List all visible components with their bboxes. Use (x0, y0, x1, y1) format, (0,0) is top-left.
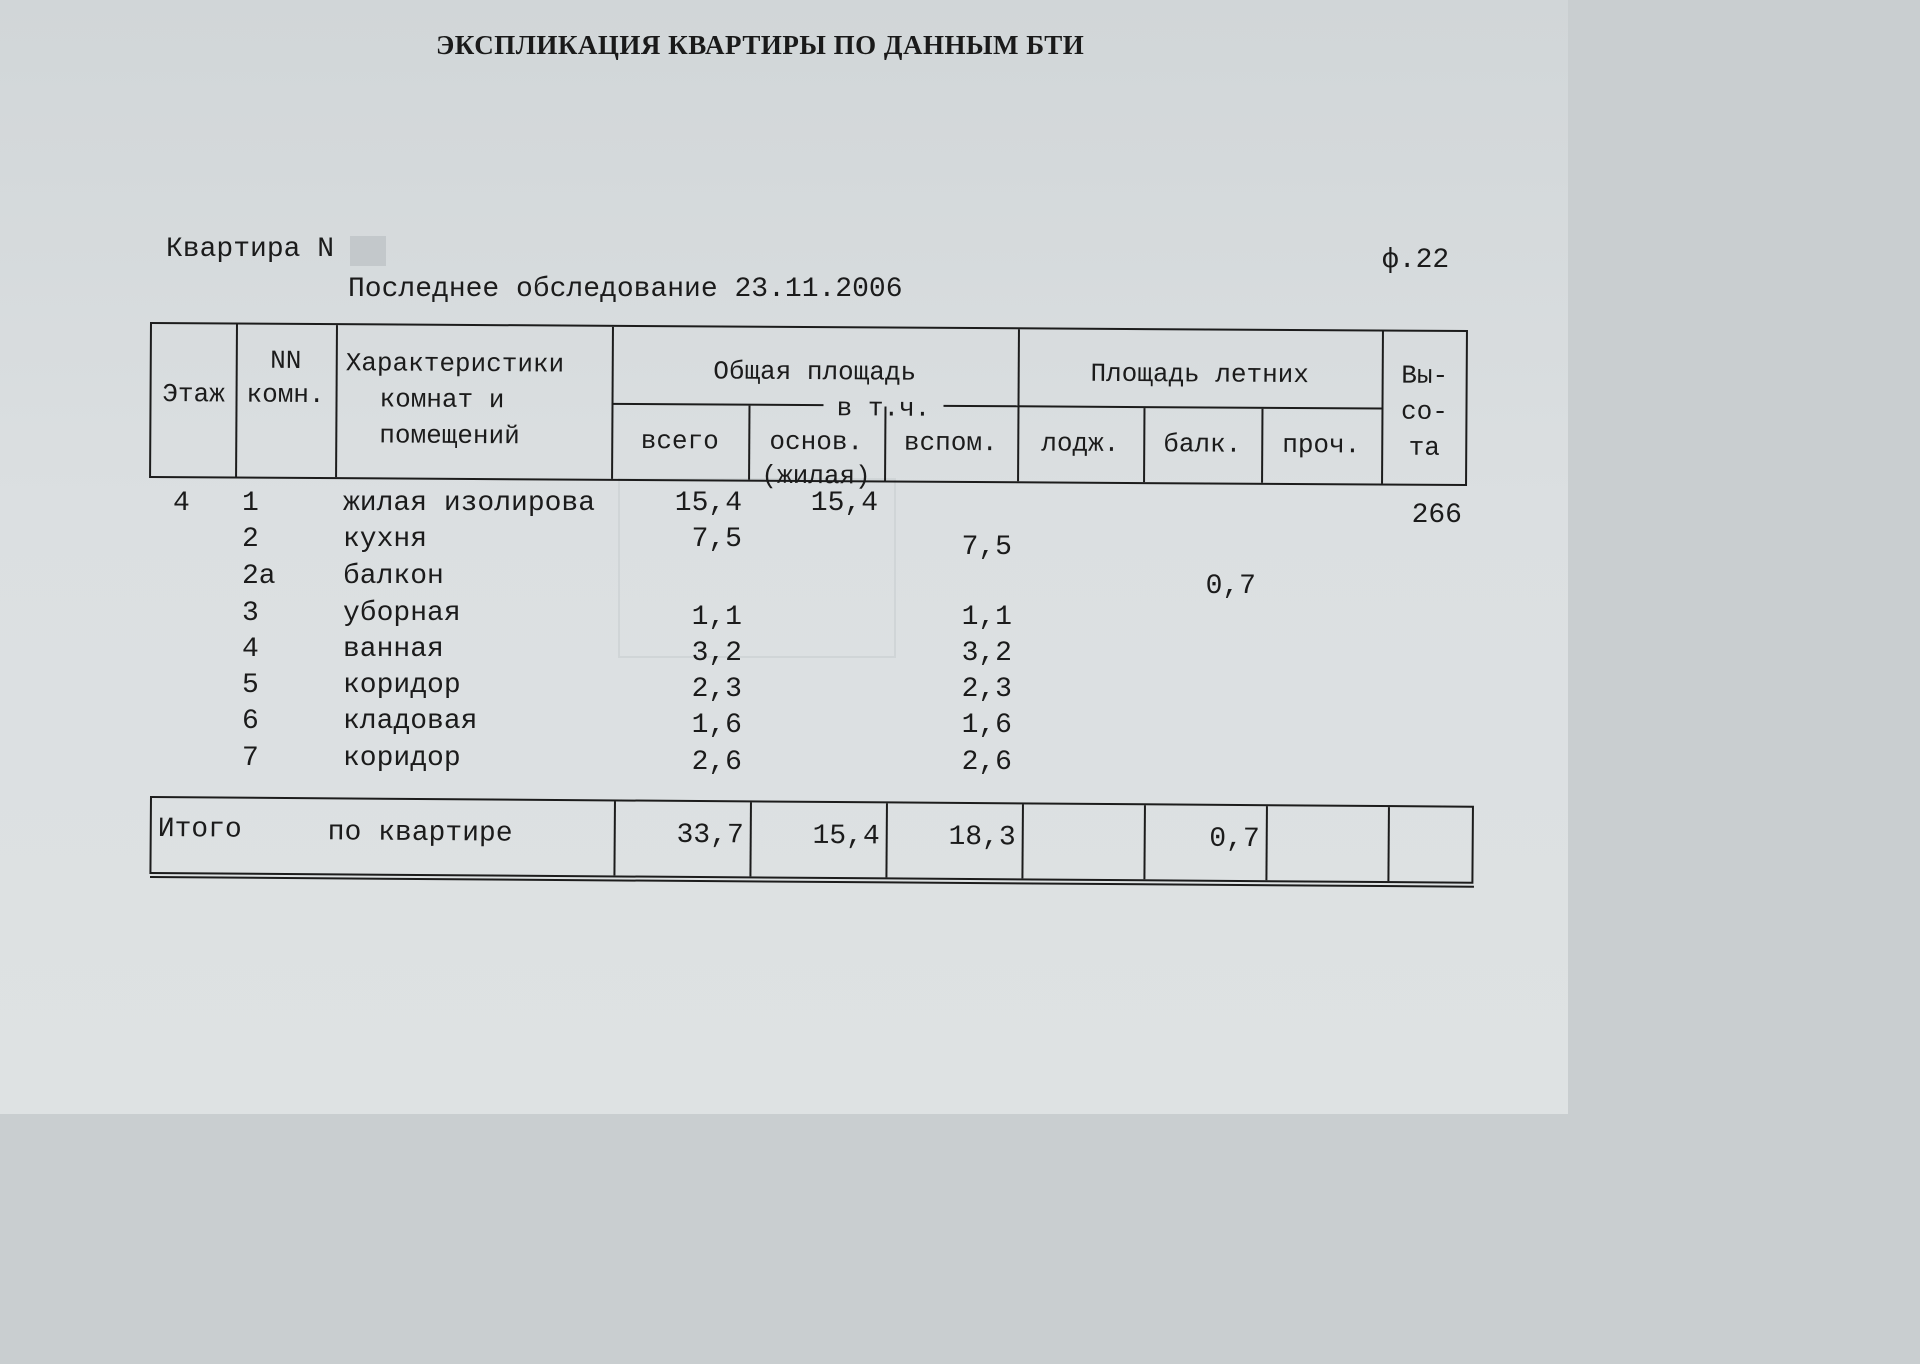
header-char-2: комнат и (379, 384, 505, 416)
room-name-cell: балкон (343, 561, 444, 592)
height-cell: 266 (1411, 500, 1462, 531)
balcony-cell: 0,7 (1205, 571, 1256, 602)
header-room-no-2: комн. (246, 379, 325, 411)
header-loggia: лодж. (1041, 428, 1120, 459)
header-floor: Этаж (162, 379, 225, 410)
table-row (0, 598, 1568, 634)
area-all-cell: 2,6 (691, 747, 742, 778)
total-main: 15,4 (812, 820, 880, 853)
header-height-2: со- (1400, 396, 1448, 427)
table-row (0, 524, 1568, 563)
area-all-cell: 7,5 (691, 524, 742, 555)
document-title: ЭКСПЛИКАЦИЯ КВАРТИРЫ ПО ДАННЫМ БТИ (436, 30, 1085, 60)
last-survey-label: Последнее обследование (348, 274, 718, 305)
room-no-cell: 4 (242, 634, 259, 665)
table-row (0, 561, 1568, 602)
divider (1021, 804, 1024, 878)
room-no-cell: 1 (242, 488, 259, 519)
header-balcony: балк. (1163, 429, 1242, 460)
apartment-number-redacted (350, 236, 386, 266)
room-name-cell: коридор (343, 670, 461, 701)
room-no-cell: 7 (242, 743, 259, 774)
area-all-cell: 2,3 (691, 674, 742, 705)
last-survey (348, 274, 903, 305)
total-all: 33,7 (676, 819, 744, 852)
form-code: ф.22 (1382, 245, 1450, 276)
area-main-cell: 15,4 (810, 488, 878, 519)
room-no-cell: 6 (242, 706, 259, 737)
header-room-no-1: NN (270, 345, 302, 376)
header-living: (жилая) (761, 460, 871, 492)
room-no-cell: 5 (242, 670, 259, 701)
header-other: проч. (1282, 429, 1361, 461)
divider (943, 405, 1017, 407)
area-aux-cell: 7,5 (961, 532, 1012, 563)
header-total-area: Общая площадь (713, 356, 917, 388)
totals-label: Итого (157, 814, 242, 846)
room-name-cell: кухня (343, 524, 428, 555)
table-row (0, 706, 1568, 742)
area-all-cell: 15,4 (674, 488, 742, 519)
table-header (149, 322, 1468, 492)
header-height-3: та (1408, 432, 1440, 463)
room-no-cell: 3 (242, 598, 259, 629)
header-char-1: Характеристики (345, 348, 565, 380)
header-incl: в т.ч. (836, 393, 931, 424)
area-aux-cell: 3,2 (961, 638, 1012, 669)
header-aux: вспом. (903, 427, 998, 459)
room-name-cell: коридор (343, 743, 461, 774)
area-all-cell: 1,1 (691, 602, 742, 633)
room-name-cell: уборная (343, 598, 461, 629)
divider (1387, 807, 1390, 881)
area-aux-cell: 2,3 (961, 674, 1012, 705)
table-row (0, 743, 1568, 779)
header-all: всего (640, 426, 719, 457)
total-aux: 18,3 (948, 821, 1016, 854)
floor-cell: 4 (173, 488, 190, 519)
header-height-1: Вы- (1401, 360, 1449, 391)
divider (1017, 405, 1381, 409)
totals-label-2: по квартире (327, 817, 513, 850)
area-aux-cell: 2,6 (961, 747, 1012, 778)
header-summer-area: Площадь летних (1090, 358, 1310, 391)
apartment-label: Квартира N (166, 234, 335, 265)
area-aux-cell: 1,6 (961, 710, 1012, 741)
divider (612, 403, 824, 406)
header-char-3: помещений (379, 420, 520, 452)
room-name-cell: кладовая (343, 706, 478, 737)
area-all-cell: 3,2 (691, 638, 742, 669)
room-no-cell: 2 (242, 524, 259, 555)
room-name-cell: жилая изолирова (343, 488, 596, 519)
last-survey-date: 23.11.2006 (734, 274, 903, 305)
area-aux-cell: 1,1 (961, 602, 1012, 633)
table-row (0, 634, 1568, 670)
table-row (0, 670, 1568, 706)
header-main: основ. (769, 426, 864, 458)
room-name-cell: ванная (343, 634, 444, 665)
totals-row (149, 796, 1474, 884)
table-row (0, 488, 1568, 531)
room-no-cell: 2а (242, 561, 276, 592)
area-all-cell: 1,6 (691, 710, 742, 741)
total-balcony: 0,7 (1209, 823, 1260, 856)
divider (1265, 806, 1268, 880)
